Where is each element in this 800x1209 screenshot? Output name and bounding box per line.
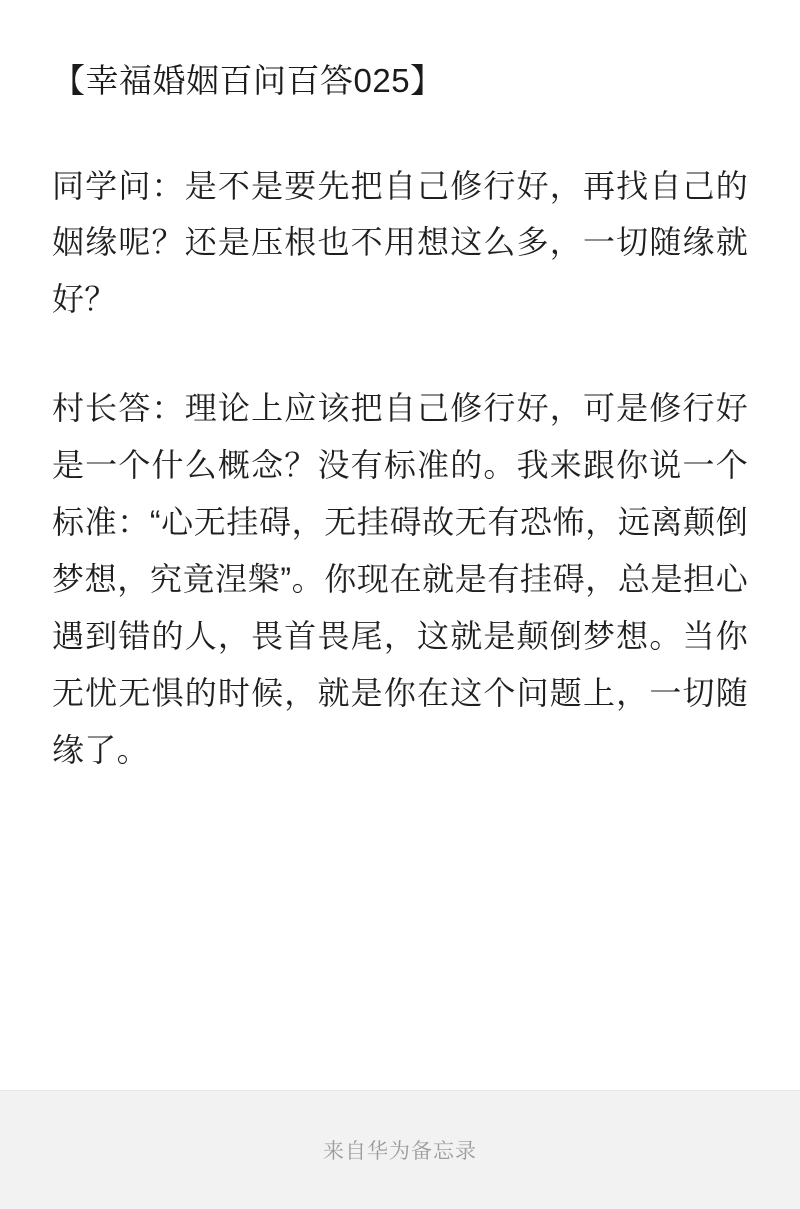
page-title: 【幸福婚姻百问百答025】 xyxy=(52,62,444,99)
note-paragraph-question: 同学问：是不是要先把自己修行好，再找自己的姻缘呢？还是压根也不用想这么多，一切随缘就好？ xyxy=(52,167,748,318)
source-label: 来自华为备忘录 xyxy=(323,1140,477,1163)
bottom-spacer xyxy=(52,779,748,819)
note-paragraph-answer: 村长答：理论上应该把自己修行好，可是修行好是一个什么概念？没有标准的。我来跟你说一个标准：“心无挂碍，无挂碍故无有恐怖，远离颠倒梦想，究竟涅槃”。你现在就是有挂碍，总是担心遇到错的人，畏首畏尾，这就是颠倒梦想。当你无忧无惧的时候，就是你在这个问题上，一切随缘了。 xyxy=(52,390,748,769)
note-footer xyxy=(0,1090,800,1209)
